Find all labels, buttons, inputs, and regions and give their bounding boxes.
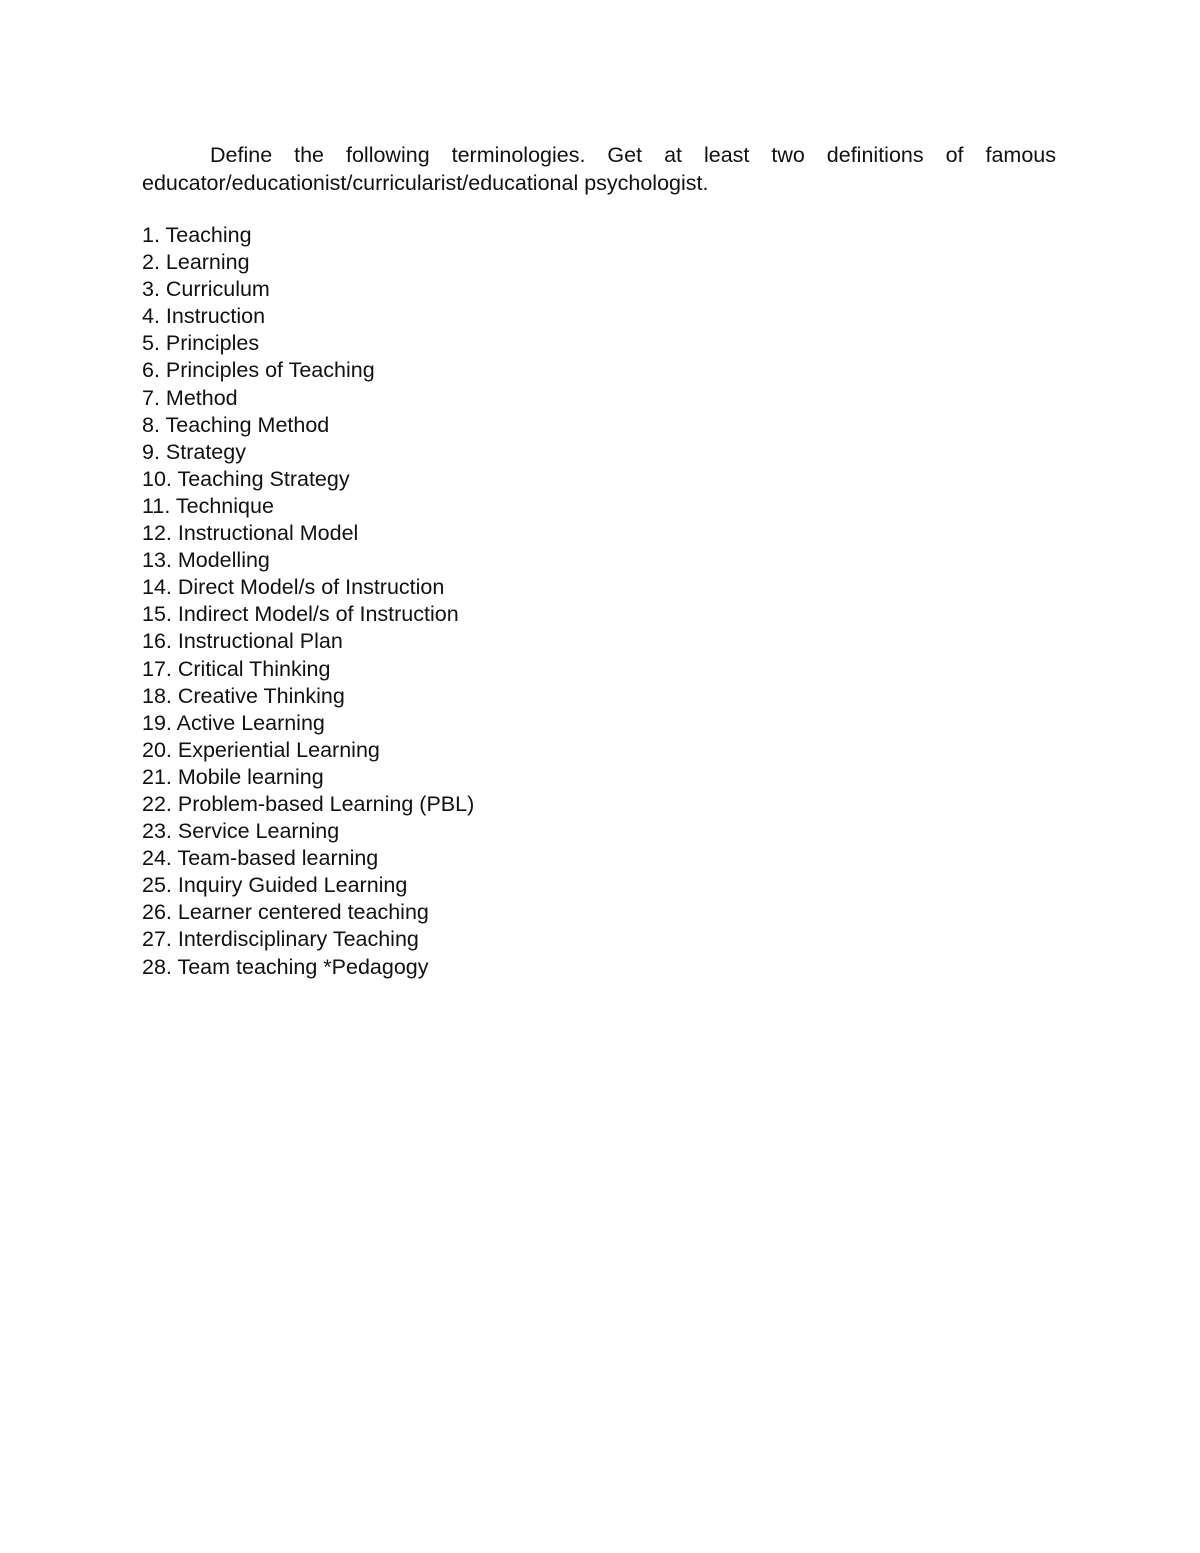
list-item: 3. Curriculum [142,277,270,302]
list-item: 14. Direct Model/s of Instruction [142,575,445,600]
list-item: 6. Principles of Teaching [142,358,375,383]
list-item: 7. Method [142,385,238,410]
list-item: 25. Inquiry Guided Learning [142,873,408,898]
list-item: 9. Strategy [142,439,246,464]
terminology-list [142,222,474,981]
document-content [142,141,1056,979]
list-item: 27. Interdisciplinary Teaching [142,927,419,952]
list-item: 15. Indirect Model/s of Instruction [142,602,459,627]
list-item: 21. Mobile learning [142,764,324,789]
list-item: 22. Problem-based Learning (PBL) [142,791,475,816]
list-item: 26. Learner centered teaching [142,900,429,925]
list-item: 12. Instructional Model [142,521,359,546]
list-item: 19. Active Learning [142,710,325,735]
instructions-line-1: Define the following terminologies. Get at least two definitions of famous [210,143,1056,167]
list-item: 10. Teaching Strategy [142,466,350,491]
list-item: 11. Technique [142,493,274,518]
list-item: 2. Learning [142,250,250,275]
list-item: 18. Creative Thinking [142,683,345,708]
list-item: 28. Team teaching *Pedagogy [142,954,429,979]
list-item: 17. Critical Thinking [142,656,331,681]
list-item: 24. Team-based learning [142,846,379,871]
instructions-paragraph [142,141,1056,197]
list-item: 5. Principles [142,331,260,356]
list-item: 8. Teaching Method [142,412,330,437]
list-item: 16. Instructional Plan [142,629,343,654]
list-item: 4. Instruction [142,304,266,329]
instructions-line-2: educator/educationist/curricularist/educational psychologist. [142,171,709,195]
list-item: 23. Service Learning [142,819,340,844]
list-item: 1. Teaching [142,223,252,247]
list-item: 20. Experiential Learning [142,737,380,762]
list-item: 13. Modelling [142,548,270,573]
